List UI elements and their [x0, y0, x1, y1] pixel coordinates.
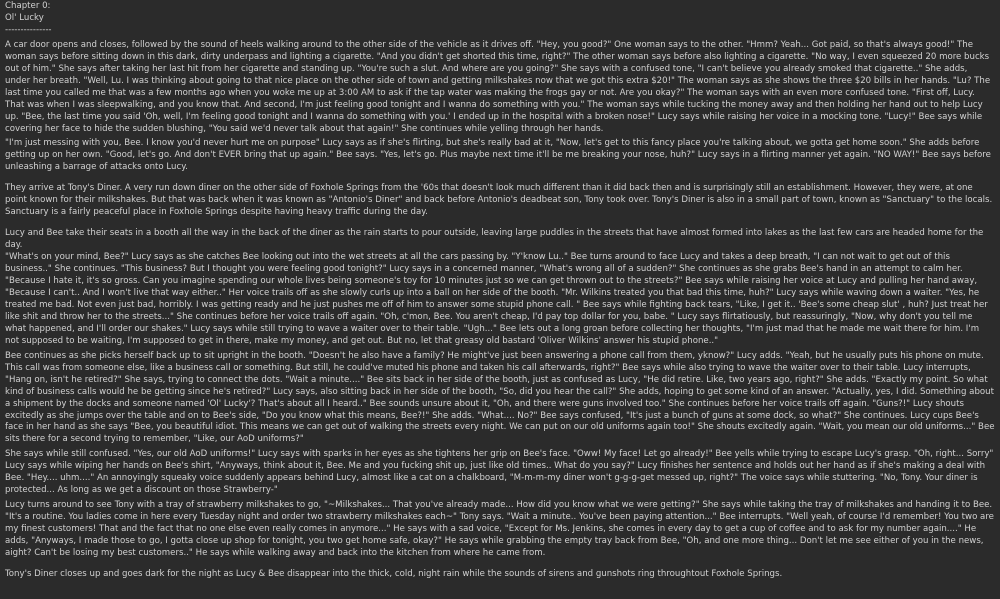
paragraph-milkshakes: Lucy turns around to see Tony with a tray of strawberry milkshakes to go, "~Milkshakes... That you've already made... How did you know what we were getting?" She says while taking the tray of milkshakes and handing it to Bee. "It's a routine. You ladies come in here every Tuesday night and order two strawberry milkshakes each~" Tony says. "Wait a minute.. You've been paying attention..." Bee interrupts. "Well yeah, of course I'd remember! You two are my finest customers! That and the fact that no one else even really comes in anymore..." He says with a sad voice, "Except for Ms. Jenkins, she comes in every day to get a cup of coffee and to ask for my number again...." He adds, "Anyways, I made those to go, I gotta close up shop for tonight, you two get home safe, okay?" He says while grabbing the empty tray back from Bee, "Oh, and one more thing... Don't let me see either of you in the news, aight? Can't be losing my best customers.." He says while walking away and back into the kitchen from where he came from. — [5, 500, 994, 558]
chapter-header — [5, 1, 995, 37]
paragraph-messing-with-you: "I'm just messing with you, Bee. I know you'd never hurt me on purpose" Lucy says as if she's flirting, but she's really bad at it, "Now, let's get to this fancy place you're talking about, we gotta get home soon." She adds before getting up on her own. "Good, let's go. And don't EVER bring that up again." Bee says. "Yes, let's go. Plus maybe next time it'll be me breaking your nose, huh?" Lucy says in a flirting manner yet again. "NO WAY!" Bee says before unleashing a barrage of attacks onto Lucy. — [5, 138, 991, 173]
paragraph-closing: Tony's Diner closes up and goes dark for the night as Lucy & Bee disappear into the thick, cold, night rain while the sounds of sirens and gunshots ring throughtout Foxhole Springs. — [5, 568, 783, 579]
chapter-number: Chapter 0: — [5, 1, 51, 11]
paragraph-car-scene: A car door opens and closes, followed by the sound of heels walking around to the other side of the vehicle as it drives off. "Hey, you good?" One woman says to the other. "Hmm? Yeah... Got paid, so that's always good!" The woman says before sitting down in this dark, dirty underpass and lighting a cigarette. "And you didn't get shorted this time, right?" The other woman says before also lighting a cigarette. "No way, I even squeezed 20 more bucks out of him." She says after taking her last hit from her cigarette and standing up. "You're such a slut. And where are you going?" She says with a confused tone, "I can't believe you already smoked that cigarette.." She adds, under her breath. "Well, Lu. I was thinking about going to that nice place on the other side of town and getting milkshakes now that we got this extra $20!" The woman says as she shows the three $20 bills in her hands. "Lu? The last time you called me that was a few months ago when you woke me up at 3:00 AM to ask if the tap water was making the frogs gay or not. Are you okay?" The woman says with an even more confused tone. "First off, Lucy. That was when I was sleepwalking, and you know that. And second, I'm just feeling good tonight and I wanna do something with you." The woman says while tucking the money away and then holding her hand out to help Lucy up. "Bee, the last time you said 'Oh, well, I'm feeling good tonight and I wanna do something with you.' I ended up in the hospital with a broken nose!" Lucy says while raising her voice in a mocking tone. "Lucy!" Bee says while covering her face to hide the sudden blushing, "You said we'd never talk about that again!" She continues while yelling through her hands. — [5, 39, 991, 134]
paragraph-uniforms: She says while still confused. "Yes, our old AoD uniforms!" Lucy says with sparks in her eyes as she tightens her grip on Bee's face. "Oww! My face! Let go already!" Bee yells while trying to escape Lucy's grasp. "Oh, right... Sorry" Lucy says while wiping her hands on Bee's shirt, "Anyways, think about it, Bee. Me and you fucking shit up, just like old times.. What do you say?" Lucy finishes her sentence and holds out her hand as if she's making a deal with Bee. "Hey.... uhm...." An annoyingly squeaky voice suddenly appears behind Lucy, almost like a cat on a chalkboard, "M-m-m-my diner won't g-g-g-get messed up, right?" The voice says while stuttering. "No, Tony. Your diner is protected... As long as we get a discount on those Strawberry-" — [5, 449, 994, 496]
paragraph-phone-call: Bee continues as she picks herself back up to sit upright in the booth. "Doesn't he also have a family? He might've just been answering a phone call from them, yknow?" Lucy adds. "Yeah, but he usually puts his phone on mute. This call was from someone else, like a business call or something. But still, he could've muted his phone and taken his call afterwards, right?" Bee says while also trying to wave the waiter over to their table. Lucy interrupts, "Hang on, isn't he retired?" She says, trying to connect the dots. "Wait a minute...." Bee sits back in her side of the booth, just as confused as Lucy, "He did retire. Like, two years ago, right?" She adds. "Exactly my point. So what kind of business calls would he be getting since he's retired?" Lucy says, also sitting back in her side of the booth, "So, did you hear the call?" She adds, hoping to get some kind of an answer. "Actually, yes, I did. Something about a shipment by the docks and someone named 'Ol' Lucky'? That's about all I heard.." Bee sounds unsure about it, "Oh, and there were guns involved too." She continues before her voice trails off again. "Guns?!" Lucy shouts excitedly as she jumps over the table and on to Bee's side, "Do you know what this means, Bee?!" She adds. "What.... No?" Bee says confused, "It's just a bunch of guns at some dock, so what?" She continues. Lucy cups Bee's face in her hand as she says "Bee, you beautiful idiot. This means we can get out of walking the streets every night. We can put on our old uniforms again too!" She shouts excitedly again. "Wait, you mean our old uniforms..." Bee sits there for a second trying to remember, "Like, our AoD uniforms?" — [5, 350, 995, 445]
chapter-title: Ol' Lucky — [5, 12, 44, 23]
title-divider: --------------- — [5, 24, 52, 35]
paragraph-booth: Lucy and Bee take their seats in a booth all the way in the back of the diner as the rain starts to pour outside, leaving large puddles in the streets that have almost formed into lakes as the last few cars are headed home for the day. "What's on your mind, Bee?" Lucy says as she catches Bee looking out into the wet streets at all the cars passing by. "Y'know Lu.." Bee turns around to face Lucy and takes a deep breath, "I can not wait to get out of this business.." She continues. "This business? But I thought you were feeling good tonight?" Lucy says in a concerned manner, "What's wrong all of a sudden?" She continues as she grabs Bee's hand in an attempt to calm her. "Because I hate it, it's so gross. Can you imagine spending our whole lives being someone's toy for 10 minutes just so we can get thrown out to the streets?" Bee says while raising her voice at Lucy and pulling her hand away, "Because I can't.. And I won't live that way either.." Her voice trails off as she slowly curls up into a ball on her side of the booth. "Mr. Wilkins treated you that bad this time, huh?" Lucy says while waving down a waiter. "Yes, he treated me bad. Not even just bad, horribly. I was getting ready and he just pushes me off of him to answer some stupid phone call. " Bee says while fighting back tears, "Like, I get it.. 'Bee's some cheap slut' , huh? Just treat her like shit and throw her to the streets..." She continues before her voice trails off again. "Oh, c'mon, Bee. You aren't cheap, I'd pay top dollar for you, babe. " Lucy says flirtatiously, but reassuringly, "Now, why don't you tell me what happened, and I'll order our shakes." Lucy says while still trying to wave a waiter over to their table. "Ugh..." Bee lets out a long groan before collecting her thoughts, "I'm just mad that he made me wait there for him. I'm not supposed to be waiting, I'm supposed to get in there, make my money, and get out. But no, let that greasy old bastard 'Oliver Wilkins' answer his stupid phone.." — [5, 228, 988, 346]
paragraph-tonys-diner: They arrive at Tony's Diner. A very run down diner on the other side of Foxhole Springs from the '60s that doesn't look much different than it did back then and is surprisingly still an establishment. However, they were, at one point known for their milkshakes. But that was back when it was known as "Antonio's Diner" and back before Antonio's deadbeat son, Tony took over. Tony's Diner is also in a small part of town, known as "Sanctuary" to the locals. Sanctuary is a fairly peaceful place in Foxhole Springs despite having heavy traffic during the day. — [5, 183, 993, 218]
story-body — [5, 40, 995, 581]
